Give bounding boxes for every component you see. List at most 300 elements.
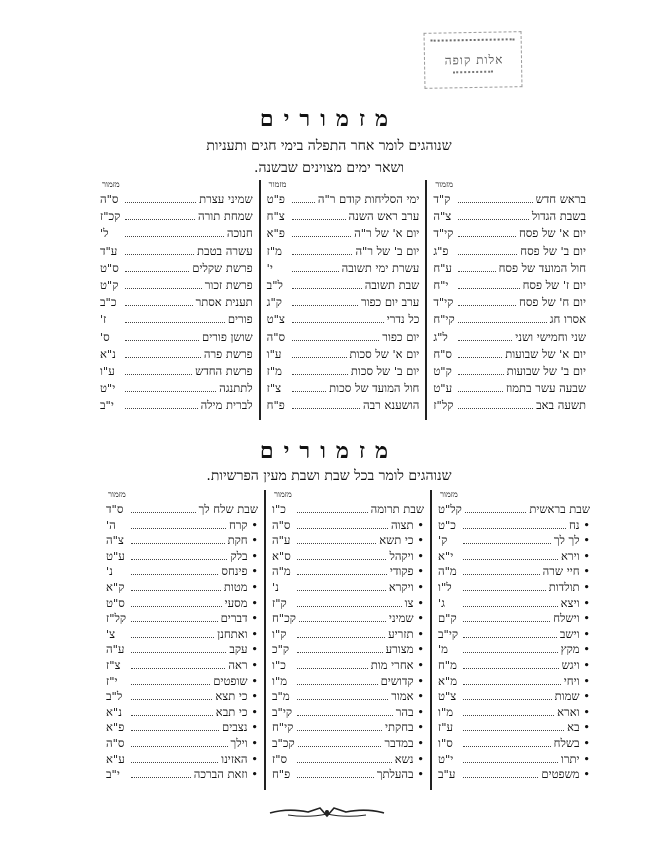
psalm-number: קי"ח: [272, 720, 294, 735]
psalm-number: צ"ז: [106, 657, 121, 672]
dot-leader: [131, 661, 225, 669]
psalm-number: מ"א: [438, 673, 458, 688]
dot-leader: [458, 264, 495, 272]
list-item: [261, 226, 426, 243]
psalm-number: קי"ד: [433, 295, 454, 310]
psalm-number: כ"ט: [438, 517, 456, 532]
entry-name: • דברים: [221, 611, 264, 625]
entry-name: ערב ראש השנה: [348, 209, 420, 224]
entry-name: עשרה בטבת: [197, 243, 253, 258]
psalm-number: קי"ב: [272, 704, 293, 719]
column-header: מזמור: [274, 490, 292, 499]
entry-name: יום ב' של שבועות: [506, 363, 586, 378]
entry-name: שושן פורים: [202, 329, 253, 344]
entry-name: ערב יום כפור: [360, 295, 420, 310]
psalm-number: ק"כ: [272, 642, 290, 657]
list-item: [100, 705, 264, 721]
list-item: [432, 627, 596, 643]
dot-leader: [463, 645, 558, 653]
psalm-number: ע"ב: [438, 767, 456, 782]
list-item: [100, 502, 264, 518]
list-item: [261, 244, 426, 261]
list-item: [94, 347, 259, 364]
list-item: [94, 278, 259, 295]
list-item: [100, 549, 264, 565]
psalm-number: ע"ו: [266, 346, 282, 361]
dot-leader: [125, 264, 189, 272]
psalm-number: ס"ה: [99, 192, 119, 206]
dot-leader: [292, 367, 348, 375]
dot-leader: [125, 315, 225, 323]
psalm-number: ק"ם: [438, 611, 457, 626]
list-item: [100, 720, 264, 736]
dot-leader: [458, 401, 533, 409]
ornament-icon: [268, 804, 386, 820]
psalm-number: כ"ב: [99, 295, 117, 310]
entry-name: • ויקהל: [389, 549, 430, 563]
section2-table: [100, 490, 596, 790]
dot-leader: [458, 281, 519, 289]
dot-leader: [297, 599, 402, 607]
list-item: [100, 767, 264, 783]
psalm-number: ס"ז: [272, 751, 288, 766]
psalm-number: ק"ט: [99, 277, 119, 292]
dot-leader: [131, 599, 222, 607]
entry-name: • ראה: [228, 658, 264, 672]
list-item: [100, 658, 264, 674]
list-item: [427, 312, 592, 329]
entry-name: יום א' של שבועות: [505, 346, 586, 361]
list-item: [94, 192, 259, 209]
list-item: [427, 226, 592, 243]
list-item: [94, 226, 259, 243]
dot-leader: [292, 247, 353, 255]
psalm-number: מ"ז: [266, 363, 282, 378]
list-item: [94, 330, 259, 347]
dot-leader: [297, 708, 393, 716]
entry-name: • בשלח: [554, 736, 596, 750]
entry-name: שבת בראשית: [529, 502, 590, 516]
column-header: מזמור: [268, 180, 287, 189]
section2-column: [100, 490, 264, 790]
list-item: [94, 381, 259, 398]
psalm-number: קכ"ח: [272, 611, 296, 626]
dot-leader: [297, 755, 392, 763]
list-item: [432, 518, 596, 534]
section1-subtitle-1: שנוהגים לומר אחר התפלה בימי חגים ותעניות: [206, 138, 452, 154]
psalm-number: ק"ו: [272, 626, 287, 641]
list-item: [94, 295, 259, 312]
dot-leader: [297, 552, 386, 560]
entry-name: • פינחס: [221, 564, 264, 578]
dot-leader: [463, 599, 558, 607]
psalm-number: צ': [106, 626, 116, 641]
dot-leader: [292, 229, 351, 237]
entry-name: • בהר: [396, 705, 430, 719]
list-item: [266, 674, 430, 690]
entry-name: בראש חדש: [535, 192, 586, 206]
list-item: [100, 580, 264, 596]
psalm-number: ל"ו: [438, 579, 452, 594]
stamp-text: אלות קופה: [444, 52, 504, 68]
list-item: [432, 658, 596, 674]
psalm-number: ע"א: [106, 751, 125, 766]
psalm-number: ל"ג: [433, 329, 448, 344]
psalm-number: ע"ה: [272, 533, 291, 548]
dot-leader: [297, 521, 388, 529]
list-item: [261, 330, 426, 347]
entry-name: יום ב' של פסח: [520, 243, 586, 258]
entry-name: יום ח' של פסח: [519, 295, 586, 310]
entry-name: שבת שלח לך: [198, 502, 258, 516]
dot-leader: [292, 281, 362, 289]
entry-name: • אמור: [391, 689, 430, 703]
psalm-number: קל"ז: [106, 611, 127, 626]
section1-title: מזמורים: [259, 106, 399, 132]
dot-leader: [125, 384, 216, 392]
dot-leader: [463, 583, 546, 591]
psalm-number: צ"ה: [106, 533, 124, 548]
psalm-number: ס"ה: [106, 735, 125, 750]
list-item: [94, 261, 259, 278]
entry-name: • כי תבא: [216, 705, 264, 719]
list-item: [266, 502, 430, 518]
entry-name: • נשא: [395, 752, 430, 766]
psalm-number: קכ"ז: [99, 209, 121, 224]
dot-leader: [125, 401, 198, 409]
psalm-number: י"ט: [438, 751, 454, 766]
psalm-number: י"ט: [99, 381, 116, 396]
list-item: [427, 381, 592, 398]
entry-name: פורים: [227, 312, 253, 327]
dot-leader: [297, 677, 378, 685]
psalm-number: י"ח: [433, 277, 449, 292]
dot-leader: [131, 505, 196, 513]
list-item: [427, 209, 592, 226]
list-item: [432, 689, 596, 705]
psalm-number: מ"ב: [272, 689, 290, 704]
psalm-number: ק"ז: [272, 595, 287, 610]
list-item: [261, 381, 426, 398]
psalm-number: ס': [99, 329, 110, 344]
dot-leader: [131, 614, 218, 622]
entry-name: לברית מילה: [200, 398, 253, 413]
psalm-number: כ"ו: [272, 502, 286, 516]
psalm-number: ל"ב: [106, 689, 123, 704]
dot-leader: [458, 315, 546, 323]
entry-name: שבת תרומה: [370, 502, 424, 516]
dot-leader: [297, 661, 368, 669]
entry-name: • מסעי: [225, 596, 264, 610]
entry-name: פרשת זכור: [204, 277, 253, 292]
psalm-number: ס"ו: [438, 735, 453, 750]
entry-name: • כי תצא: [215, 689, 264, 703]
dot-leader: [297, 567, 387, 575]
dot-leader: [458, 333, 512, 341]
dot-leader: [297, 536, 376, 544]
section2-subtitle: שנוהגים לומר בכל שבת ושבת מעין הפרשיות.: [206, 468, 452, 484]
entry-name: פרשת שקלים: [192, 260, 253, 275]
psalm-number: ז': [99, 312, 107, 327]
dot-leader: [458, 384, 503, 392]
entry-name: • וזאת הברכה: [194, 767, 264, 781]
psalm-number: י"א: [438, 548, 454, 563]
psalm-number: ס"ט: [106, 595, 125, 610]
list-item: [100, 518, 264, 534]
entry-name: • שופטים: [213, 674, 264, 688]
list-item: [266, 705, 430, 721]
list-item: [266, 580, 430, 596]
list-item: [261, 192, 426, 209]
entry-name: תענית אסתר: [195, 295, 253, 310]
psalm-number: ע"ד: [99, 243, 118, 258]
dot-leader: [463, 739, 551, 747]
psalm-number: י"ז: [106, 673, 118, 688]
list-item: [432, 767, 596, 783]
psalm-number: ל': [99, 226, 109, 241]
psalm-number: ע"ח: [433, 260, 452, 275]
list-item: [261, 209, 426, 226]
list-item: [266, 642, 430, 658]
psalm-number: ע"ט: [433, 381, 453, 396]
psalm-number: פ"א: [266, 226, 285, 241]
dot-leader: [292, 264, 339, 272]
list-item: [266, 752, 430, 768]
list-item: [100, 642, 264, 658]
entry-name: • אחרי מות: [371, 658, 430, 672]
list-item: [94, 209, 259, 226]
list-item: [100, 736, 264, 752]
list-item: [266, 596, 430, 612]
psalm-number: ס"א: [272, 548, 291, 563]
psalm-number: ה': [106, 517, 116, 532]
psalm-number: ל"ב: [266, 277, 283, 292]
list-item: [100, 674, 264, 690]
list-item: [432, 736, 596, 752]
dot-leader: [292, 333, 380, 341]
entry-name: • וארא: [557, 705, 596, 719]
list-item: [266, 720, 430, 736]
entry-name: • בהעלתך: [377, 767, 430, 781]
list-item: [266, 627, 430, 643]
list-item: [100, 596, 264, 612]
dot-leader: [292, 384, 327, 392]
dot-leader: [292, 401, 360, 409]
section1-column: [94, 180, 259, 420]
psalm-number: מ"ו: [438, 704, 454, 719]
entry-name: • מקץ: [561, 642, 596, 656]
entry-name: • קרח: [229, 518, 264, 532]
entry-name: פרשת החדש: [195, 363, 253, 378]
psalm-number: מ"ה: [272, 564, 291, 579]
list-item: [427, 398, 592, 415]
psalm-number: ע"ה: [106, 642, 125, 657]
psalm-number: צ"ח: [266, 209, 285, 224]
dot-leader: [131, 583, 221, 591]
list-item: [261, 261, 426, 278]
psalm-number: קי"ב: [438, 626, 459, 641]
entry-name: יום א' של ר"ה: [354, 226, 420, 241]
dot-leader: [458, 247, 517, 255]
dot-leader: [292, 212, 346, 220]
list-item: [100, 689, 264, 705]
psalm-number: מ"ה: [438, 564, 457, 579]
dot-leader: [131, 739, 228, 747]
entry-name: • וילך: [231, 736, 264, 750]
entry-name: • בא: [567, 720, 596, 734]
entry-name: • במדבר: [384, 736, 430, 750]
dot-leader: [292, 315, 384, 323]
psalm-number: ג': [438, 595, 445, 610]
entry-name: • חיי שרה: [543, 564, 596, 578]
psalm-number: פ"ח: [272, 767, 291, 782]
entry-name: • וישלח: [553, 611, 596, 625]
entry-name: • בלק: [230, 549, 264, 563]
list-item: [261, 347, 426, 364]
entry-name: • קדושים: [381, 674, 430, 688]
entry-name: יום ב' של סכות: [350, 363, 420, 378]
list-item: [266, 736, 430, 752]
dot-leader: [297, 723, 382, 731]
list-item: [261, 312, 426, 329]
list-item: [94, 244, 259, 261]
list-item: [432, 596, 596, 612]
entry-name: • עקב: [229, 642, 264, 656]
entry-name: ימי הסליחות קודם ר"ה: [317, 192, 420, 206]
library-stamp: [424, 31, 523, 89]
dot-leader: [292, 298, 358, 306]
psalm-number: נ"א: [99, 346, 116, 361]
entry-name: • שמיני: [389, 611, 430, 625]
entry-name: • ואתחנן: [217, 627, 264, 641]
psalm-number: קל"ז: [433, 398, 454, 413]
psalm-number: ק"ד: [433, 192, 451, 206]
psalm-number: קי"ד: [433, 226, 454, 241]
dot-leader: [463, 552, 558, 560]
dot-leader: [463, 567, 540, 575]
entry-name: • תזריע: [388, 627, 430, 641]
list-item: [432, 533, 596, 549]
entry-name: • יתרו: [561, 752, 596, 766]
entry-name: • נצבים: [222, 720, 264, 734]
psalm-number: קי"ח: [433, 312, 455, 327]
list-item: [432, 502, 596, 518]
entry-name: תשעה באב: [536, 398, 586, 413]
entry-name: חול המועד של פסח: [498, 260, 586, 275]
list-item: [261, 295, 426, 312]
dot-leader: [463, 723, 564, 731]
psalm-number: נ"א: [106, 704, 122, 719]
dot-leader: [131, 645, 226, 653]
psalm-number: ס"ד: [106, 502, 124, 516]
column-header: מזמור: [440, 490, 458, 499]
entry-name: עשרת ימי תשובה: [341, 260, 420, 275]
dot-leader: [125, 281, 202, 289]
list-item: [432, 564, 596, 580]
entry-name: יום ב' של ר"ה: [355, 243, 420, 258]
psalm-number: מ"ז: [266, 243, 282, 258]
dot-leader: [463, 614, 550, 622]
entry-name: יום א' של פסח: [518, 226, 586, 241]
dot-leader: [465, 505, 527, 513]
dot-leader: [125, 350, 201, 358]
entry-name: • מטות: [224, 580, 264, 594]
dot-leader: [463, 708, 554, 716]
list-item: [94, 398, 259, 415]
entry-name: שמיני עצרת: [199, 192, 253, 206]
entry-name: לתתנגה: [219, 381, 253, 396]
dot-leader: [463, 677, 561, 685]
list-item: [432, 752, 596, 768]
dot-leader: [125, 333, 199, 341]
list-item: [266, 533, 430, 549]
entry-name: פרשת פרה: [203, 346, 253, 361]
dot-leader: [463, 630, 557, 638]
dot-leader: [297, 645, 383, 653]
dot-leader: [298, 739, 382, 747]
list-item: [266, 518, 430, 534]
psalm-number: פ"ט: [266, 192, 285, 206]
entry-name: • לך לך: [554, 533, 596, 547]
dot-leader: [125, 247, 194, 255]
psalm-number: י': [266, 260, 273, 275]
list-item: [100, 611, 264, 627]
list-item: [266, 658, 430, 674]
dot-leader: [292, 195, 315, 203]
dot-leader: [463, 661, 559, 669]
entry-name: • תצוה: [391, 518, 430, 532]
psalm-number: צ"ז: [266, 381, 282, 396]
entry-name: שבת תשובה: [364, 277, 420, 292]
dot-leader: [125, 367, 192, 375]
list-item: [432, 705, 596, 721]
entry-name: • שמות: [555, 689, 596, 703]
list-item: [427, 364, 592, 381]
list-item: [261, 278, 426, 295]
list-item: [266, 767, 430, 783]
entry-name: חול המועד של סכות: [329, 381, 420, 396]
section1-column: [425, 180, 592, 420]
psalm-number: ס"ה: [266, 329, 286, 344]
psalm-number: קל"ט: [438, 502, 462, 516]
entry-name: כל נדרי: [386, 312, 420, 327]
dot-leader: [292, 350, 347, 358]
psalm-number: ק': [438, 533, 448, 548]
dot-leader: [463, 770, 538, 778]
column-header: מזמור: [101, 180, 120, 189]
entry-name: • חקת: [228, 533, 264, 547]
entry-name: בשבת הגדול: [531, 209, 586, 224]
entry-name: • ויצא: [561, 596, 596, 610]
psalm-number: פ"ג: [433, 243, 449, 258]
dot-leader: [125, 298, 193, 306]
psalm-number: צ"ה: [433, 209, 452, 224]
dot-leader: [458, 195, 532, 203]
list-item: [427, 347, 592, 364]
dot-leader: [297, 583, 386, 591]
entry-name: • האזינו: [221, 752, 264, 766]
psalm-number: צ"ט: [266, 312, 285, 327]
list-item: [261, 398, 426, 415]
entry-name: שני וחמישי ושני: [515, 329, 586, 344]
dot-leader: [131, 521, 226, 529]
list-item: [432, 611, 596, 627]
entry-name: • נח: [569, 518, 596, 532]
entry-name: • משפטים: [541, 767, 596, 781]
entry-name: • פקודי: [390, 564, 430, 578]
entry-name: • צו: [405, 596, 430, 610]
entry-name: שמחת תורה: [198, 209, 253, 224]
